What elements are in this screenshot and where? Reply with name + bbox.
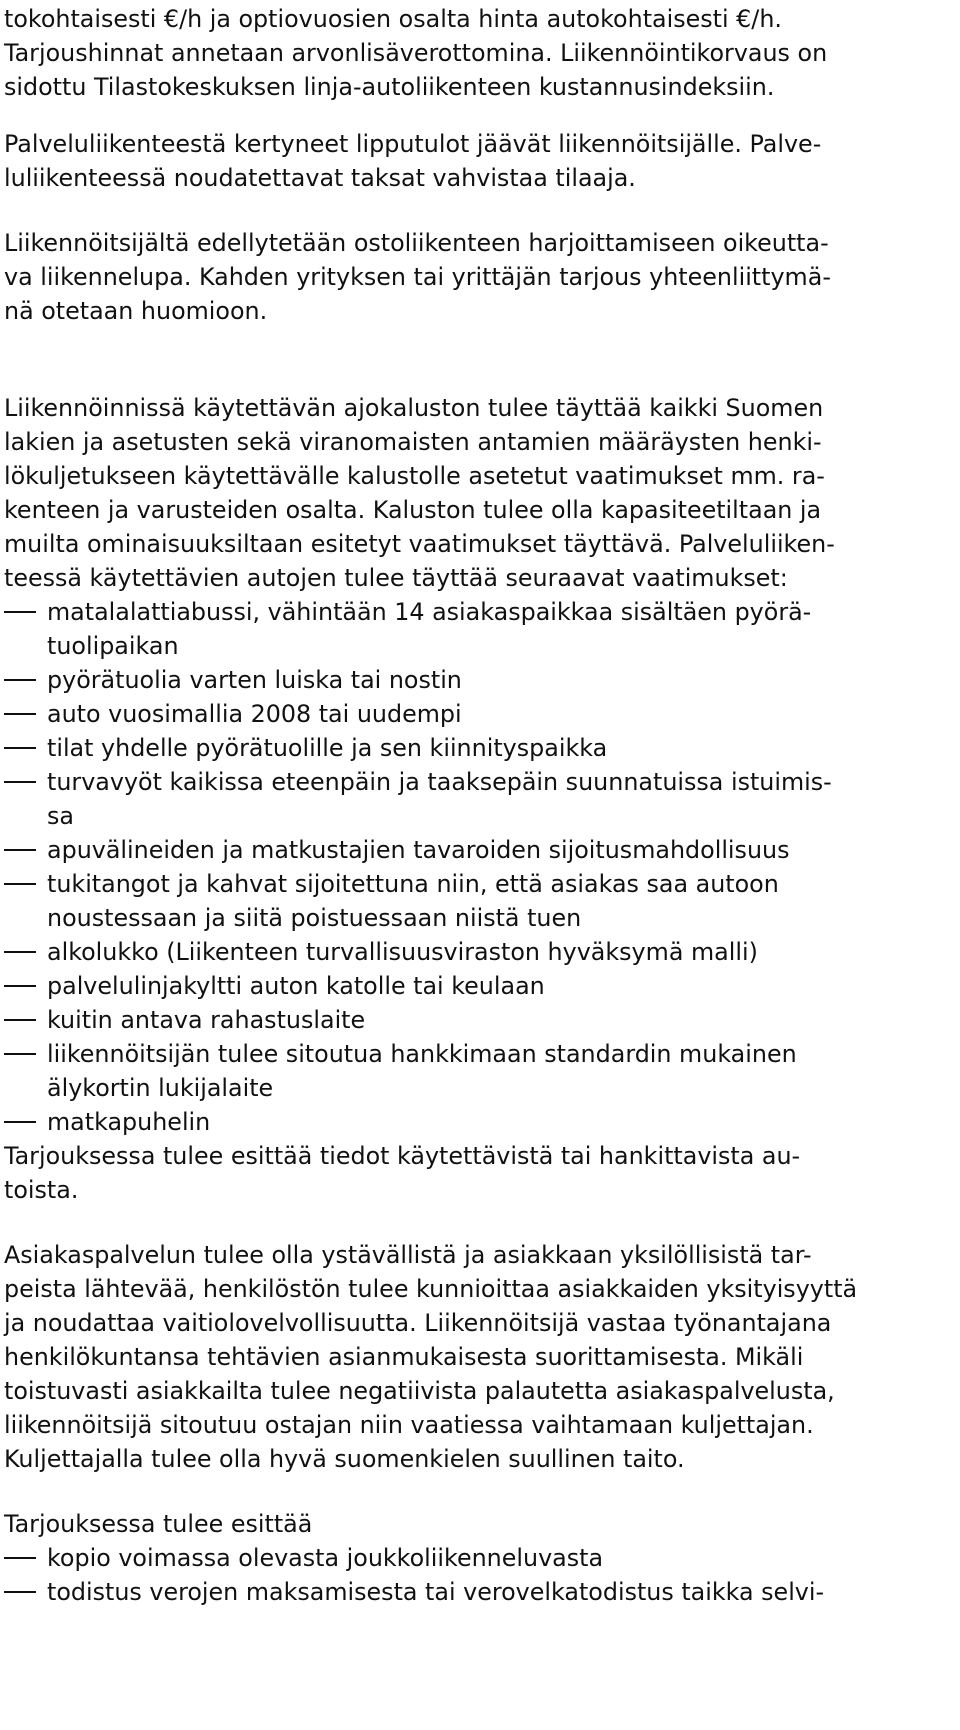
- list-item-text: sa: [47, 802, 74, 830]
- text-line: lökuljetukseen käytettävälle kalustolle asetetut vaatimukset mm. ra-: [4, 462, 825, 490]
- text-line: henkilökuntansa tehtävien asianmukaisesta suorittamisesta. Mikäli: [4, 1343, 804, 1371]
- text-line: Tarjouksessa tulee esittää: [4, 1510, 313, 1538]
- text-line: Palveluliikenteestä kertyneet lipputulot jäävät liikennöitsijälle. Palve-: [4, 130, 822, 158]
- list-item-text: kuitin antava rahastuslaite: [47, 1006, 366, 1034]
- text-line: muilta ominaisuuksiltaan esitetyt vaatimukset täyttävä. Palveluliiken-: [4, 530, 835, 558]
- list-item-text: alkolukko (Liikenteen turvallisuusviraston hyväksymä malli): [47, 938, 758, 966]
- list-item-text: apuvälineiden ja matkustajien tavaroiden sijoitusmahdollisuus: [47, 836, 790, 864]
- text-line: teessä käytettävien autojen tulee täyttää seuraavat vaatimukset:: [4, 564, 788, 592]
- text-line: liikennöitsijä sitoutuu ostajan niin vaatiessa vaihtamaan kuljettajan.: [4, 1411, 814, 1439]
- dash-bullet-icon: [4, 833, 40, 867]
- dash-bullet-icon: [4, 595, 40, 629]
- list-item-text: kopio voimassa olevasta joukkoliikenneluvasta: [47, 1544, 604, 1572]
- text-line: luliikenteessä noudatettavat taksat vahvistaa tilaaja.: [4, 164, 636, 192]
- dash-bullet-icon: [4, 969, 40, 1003]
- dash-bullet-icon: [4, 1037, 40, 1071]
- dash-bullet-icon: [4, 935, 40, 969]
- dash-bullet-icon: [4, 867, 40, 901]
- dash-bullet-icon: [4, 697, 40, 731]
- list-item-text: matalalattiabussi, vähintään 14 asiakaspaikkaa sisältäen pyörä-: [47, 598, 812, 626]
- list-item-text: turvavyöt kaikissa eteenpäin ja taaksepäin suunnatuissa istuimis-: [47, 768, 832, 796]
- text-line: peista lähtevää, henkilöstön tulee kunnioittaa asiakkaiden yksityisyyttä: [4, 1275, 858, 1303]
- list-item-text: todistus verojen maksamisesta tai verovelkatodistus taikka selvi-: [47, 1578, 825, 1606]
- text-line: nä otetaan huomioon.: [4, 297, 268, 325]
- text-line: toistuvasti asiakkailta tulee negatiivista palautetta asiakaspalvelusta,: [4, 1377, 835, 1405]
- dash-bullet-icon: [4, 1003, 40, 1037]
- text-line: sidottu Tilastokeskuksen linja-autoliikenteen kustannusindeksiin.: [4, 73, 775, 101]
- dash-bullet-icon: [4, 663, 40, 697]
- text-line: Tarjouksessa tulee esittää tiedot käytettävistä tai hankittavista au-: [4, 1142, 801, 1170]
- text-line: tokohtaisesti €/h ja optiovuosien osalta hinta autokohtaisesti €/h.: [4, 5, 782, 33]
- dash-bullet-icon: [4, 1575, 40, 1609]
- text-line: Kuljettajalla tulee olla hyvä suomenkielen suullinen taito.: [4, 1445, 685, 1473]
- text-line: Liikennöitsijältä edellytetään ostoliikenteen harjoittamiseen oikeutta-: [4, 229, 829, 257]
- dash-bullet-icon: [4, 1541, 40, 1575]
- text-line: Tarjoushinnat annetaan arvonlisäverottomina. Liikennöintikorvaus on: [4, 39, 828, 67]
- list-item-text: tilat yhdelle pyörätuolille ja sen kiinnityspaikka: [47, 734, 608, 762]
- list-item-text: tukitangot ja kahvat sijoitettuna niin, että asiakas saa autoon: [47, 870, 779, 898]
- text-line: toista.: [4, 1176, 79, 1204]
- text-line: lakien ja asetusten sekä viranomaisten antamien määräysten henki-: [4, 428, 822, 456]
- list-item-text: matkapuhelin: [47, 1108, 211, 1136]
- text-line: va liikennelupa. Kahden yrityksen tai yrittäjän tarjous yhteenliittymä-: [4, 263, 831, 291]
- text-line: ja noudattaa vaitiolovelvollisuutta. Liikennöitsijä vastaa työnantajana: [4, 1309, 832, 1337]
- dash-bullet-icon: [4, 1105, 40, 1139]
- list-item-text: auto vuosimallia 2008 tai uudempi: [47, 700, 462, 728]
- dash-bullet-icon: [4, 765, 40, 799]
- list-item-text: noustessaan ja siitä poistuessaan niistä tuen: [47, 904, 582, 932]
- list-item-text: pyörätuolia varten luiska tai nostin: [47, 666, 462, 694]
- list-item-text: älykortin lukijalaite: [47, 1074, 274, 1102]
- text-line: Asiakaspalvelun tulee olla ystävällistä ja asiakkaan yksilöllisistä tar-: [4, 1241, 812, 1269]
- list-item-text: tuolipaikan: [47, 632, 179, 660]
- dash-bullet-icon: [4, 731, 40, 765]
- list-item-text: liikennöitsijän tulee sitoutua hankkimaan standardin mukainen: [47, 1040, 797, 1068]
- text-line: kenteen ja varusteiden osalta. Kaluston tulee olla kapasiteetiltaan ja: [4, 496, 822, 524]
- list-item-text: palvelulinjakyltti auton katolle tai keulaan: [47, 972, 545, 1000]
- text-line: Liikennöinnissä käytettävän ajokaluston tulee täyttää kaikki Suomen: [4, 394, 824, 422]
